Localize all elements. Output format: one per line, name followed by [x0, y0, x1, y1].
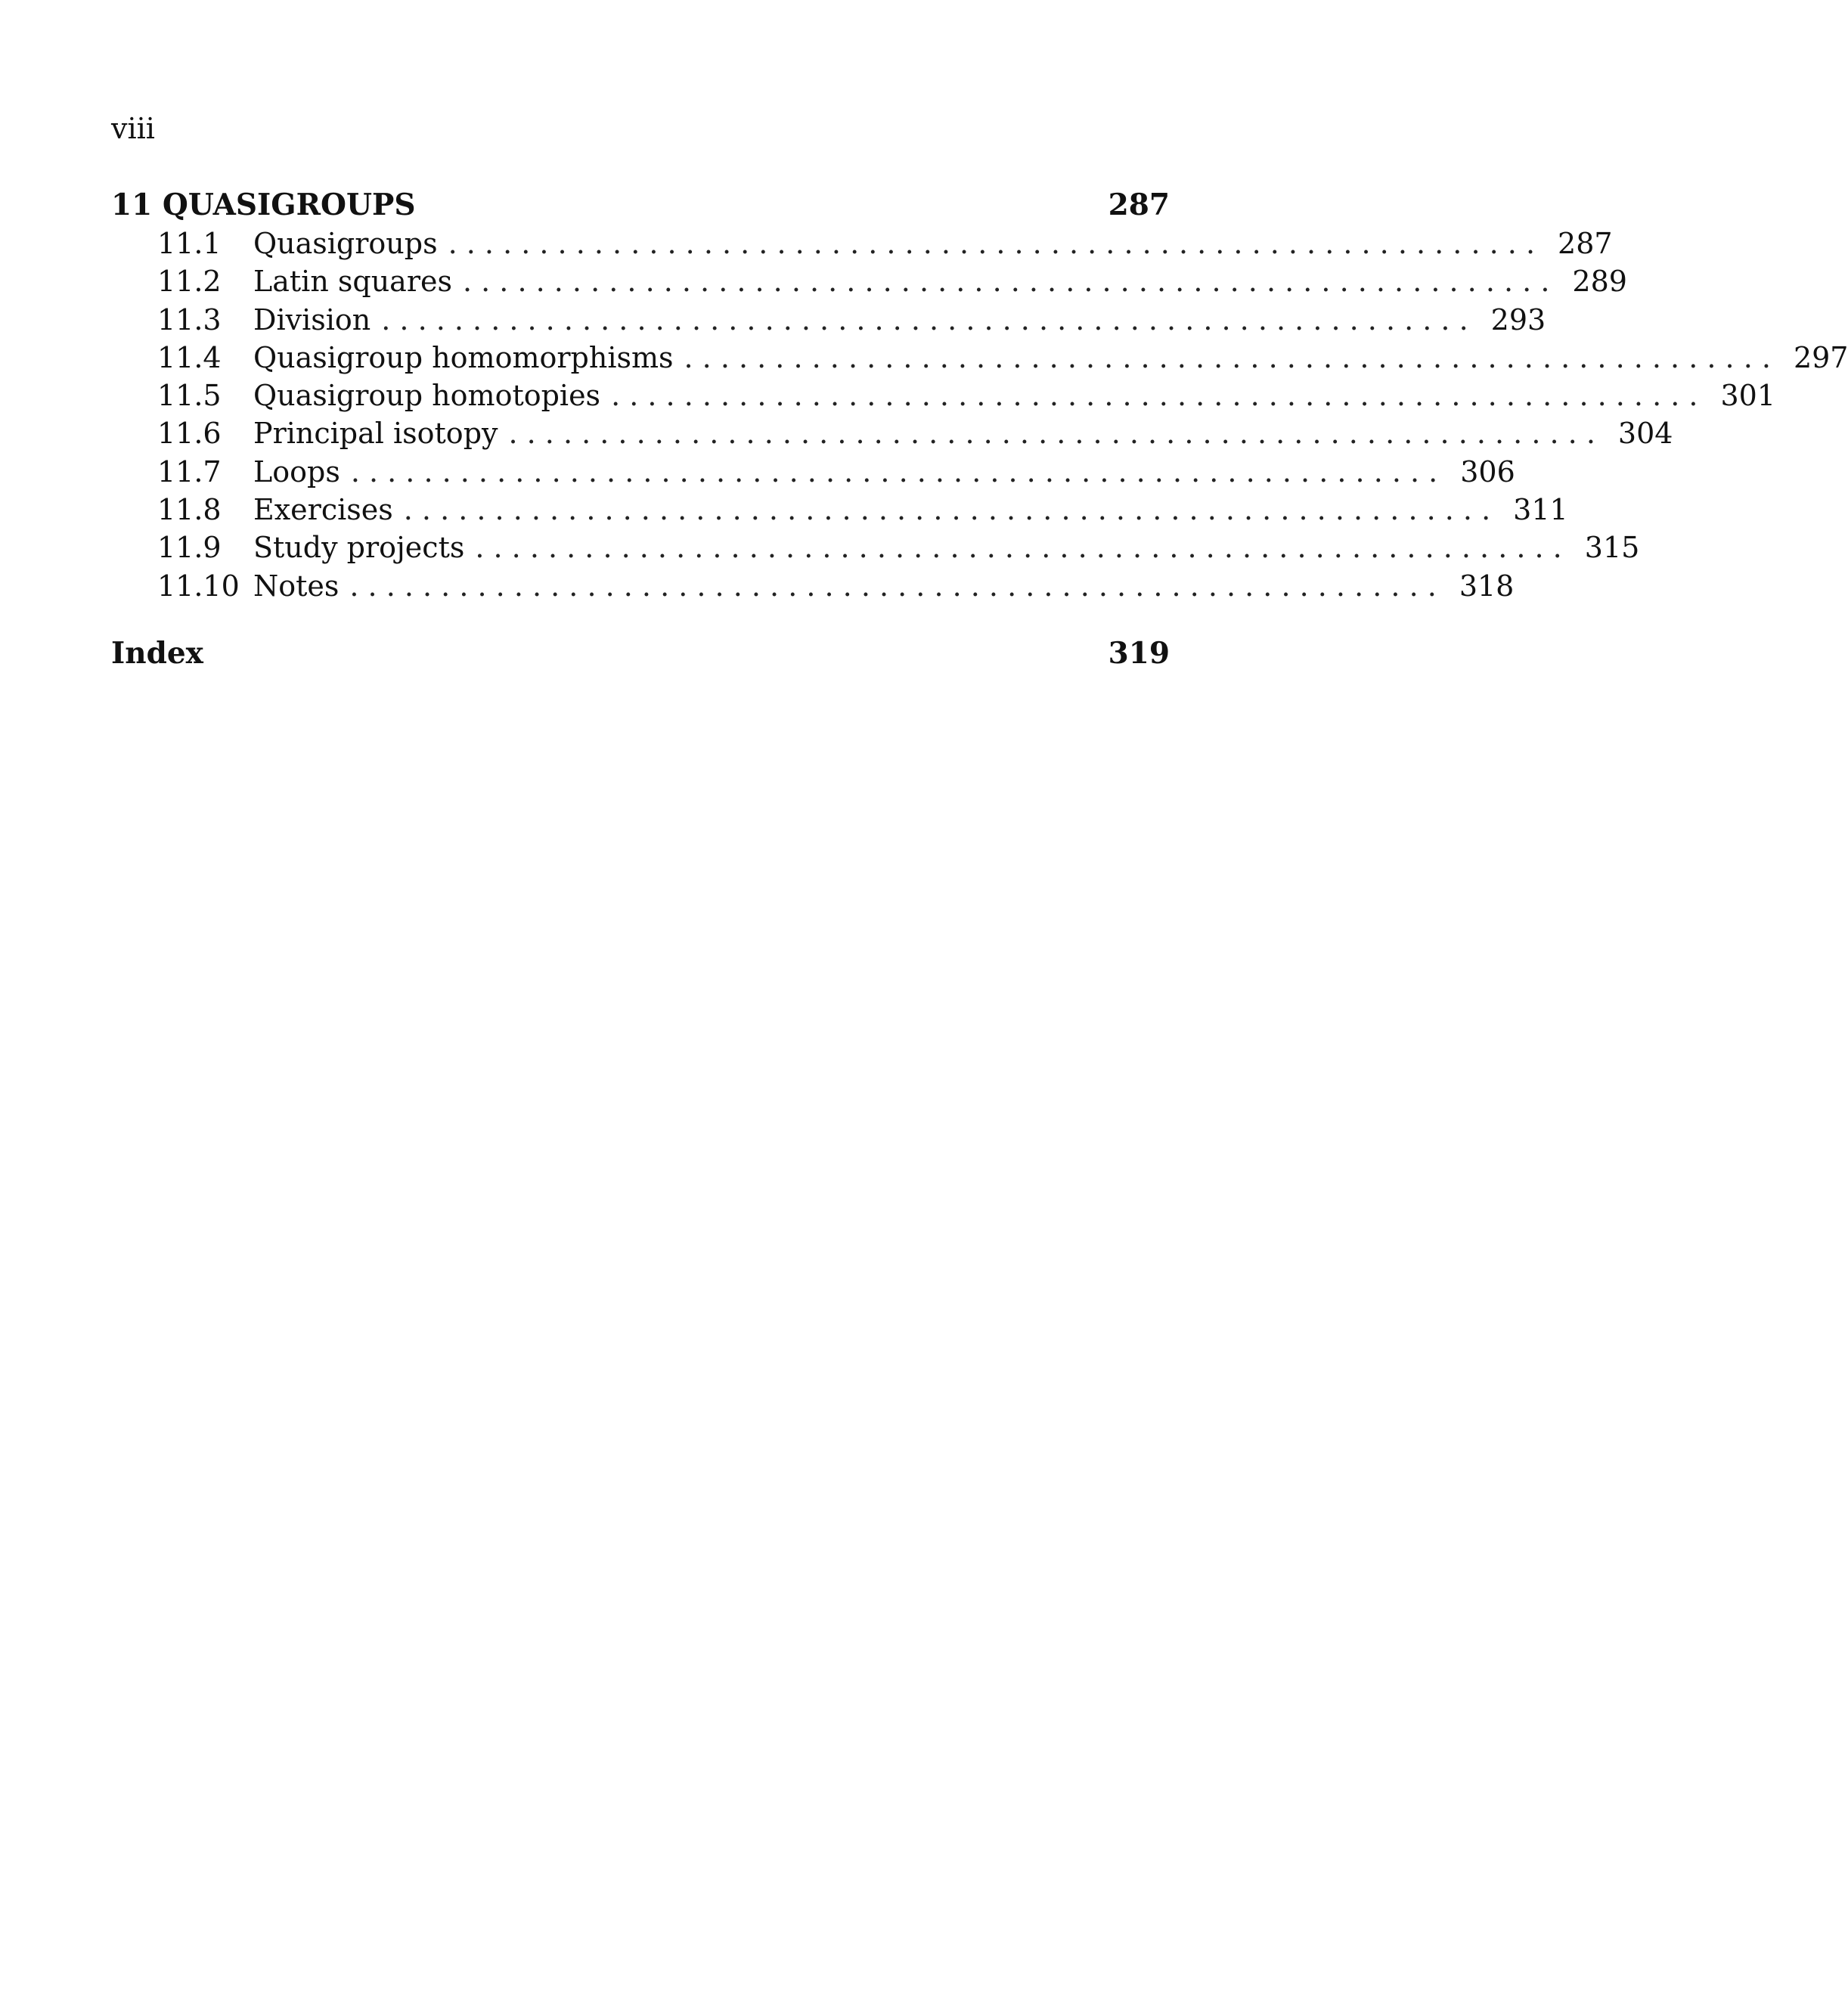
section-page-number: 297: [1793, 340, 1848, 374]
section-number: 11.1: [157, 227, 222, 260]
toc-entry: [111, 301, 1546, 339]
toc-entry: [111, 567, 1515, 605]
index-heading: [111, 634, 1170, 673]
section-number: 11.10: [157, 569, 240, 603]
index-page-number: 319: [1108, 636, 1170, 671]
section-title: Loops: [253, 454, 340, 488]
section-number: 11.8: [157, 493, 222, 527]
section-page-number: 315: [1584, 531, 1640, 565]
toc-entry: [111, 414, 1673, 452]
toc-entry: [111, 225, 1613, 262]
section-page-number: 311: [1513, 493, 1568, 527]
section-page-number: 301: [1720, 379, 1776, 413]
section-page-number: 304: [1617, 417, 1673, 451]
section-page-number: 289: [1572, 265, 1627, 299]
section-title: Exercises: [253, 493, 393, 527]
section-title: Principal isotopy: [253, 417, 498, 451]
section-number: 11.9: [157, 531, 222, 565]
page-number: viii: [111, 112, 155, 145]
dot-leader: . . . . . . . . . . . . . . . . . . . . . . . . . . . . . . . . . . . . . . . . . . . . . . . . . . . . . . . . . . . .: [350, 454, 1438, 488]
dot-leader: . . . . . . . . . . . . . . . . . . . . . . . . . . . . . . . . . . . . . . . . . . . . . . . . . . . . . . . . . . . .: [684, 340, 1771, 374]
toc-entry: [111, 262, 1627, 300]
toc-entry: [111, 529, 1640, 566]
index-title: Index: [111, 636, 203, 671]
toc-section-list: [111, 225, 1848, 605]
toc-entry: [111, 377, 1776, 414]
section-title: Study projects: [253, 531, 465, 565]
section-number: 11.6: [157, 417, 222, 451]
dot-leader: . . . . . . . . . . . . . . . . . . . . . . . . . . . . . . . . . . . . . . . . . . . . . . . . . . . . . . . . . . . .: [462, 265, 1550, 299]
section-title: Latin squares: [253, 265, 452, 299]
section-title: Quasigroups: [253, 227, 438, 260]
section-number: 11.2: [157, 265, 222, 299]
section-page-number: 318: [1459, 569, 1515, 603]
dot-leader: . . . . . . . . . . . . . . . . . . . . . . . . . . . . . . . . . . . . . . . . . . . . . . . . . . . . . . . . . . . .: [448, 227, 1536, 260]
section-title: Quasigroup homotopies: [253, 379, 601, 413]
section-number: 11.5: [157, 379, 222, 413]
dot-leader: . . . . . . . . . . . . . . . . . . . . . . . . . . . . . . . . . . . . . . . . . . . . . . . . . . . . . . . . . . . .: [349, 569, 1437, 603]
section-page-number: 287: [1558, 227, 1613, 260]
section-number: 11.3: [157, 302, 222, 336]
dot-leader: . . . . . . . . . . . . . . . . . . . . . . . . . . . . . . . . . . . . . . . . . . . . . . . . . . . . . . . . . . . .: [381, 302, 1468, 336]
section-title: Notes: [253, 569, 340, 603]
section-page-number: 293: [1490, 302, 1546, 336]
section-title: Quasigroup homomorphisms: [253, 340, 674, 374]
chapter-heading: [111, 185, 1170, 225]
chapter-title: 11 QUASIGROUPS: [111, 188, 416, 222]
section-title: Division: [253, 302, 371, 336]
section-number: 11.4: [157, 340, 222, 374]
toc-entry: [111, 339, 1848, 377]
section-number: 11.7: [157, 454, 222, 488]
dot-leader: . . . . . . . . . . . . . . . . . . . . . . . . . . . . . . . . . . . . . . . . . . . . . . . . . . . . . . . . . . . .: [508, 417, 1595, 451]
toc-entry: [111, 453, 1515, 491]
toc-entry: [111, 491, 1568, 529]
chapter-page-number: 287: [1108, 188, 1170, 222]
dot-leader: . . . . . . . . . . . . . . . . . . . . . . . . . . . . . . . . . . . . . . . . . . . . . . . . . . . . . . . . . . . .: [611, 379, 1698, 413]
dot-leader: . . . . . . . . . . . . . . . . . . . . . . . . . . . . . . . . . . . . . . . . . . . . . . . . . . . . . . . . . . . .: [403, 493, 1491, 527]
dot-leader: . . . . . . . . . . . . . . . . . . . . . . . . . . . . . . . . . . . . . . . . . . . . . . . . . . . . . . . . . . . .: [475, 531, 1562, 565]
section-page-number: 306: [1460, 454, 1515, 488]
